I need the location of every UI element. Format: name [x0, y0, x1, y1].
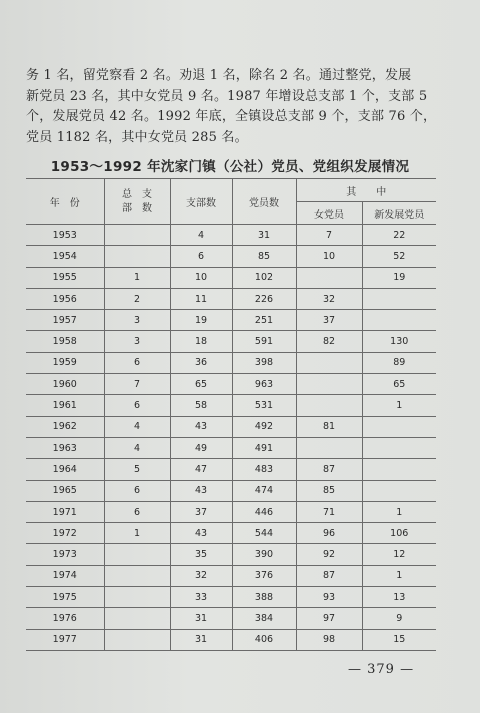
cell-dangyuan: 384 [232, 608, 296, 629]
party-stats-table [26, 178, 436, 651]
cell-year: 1976 [26, 608, 104, 629]
cell-xin: 15 [362, 629, 436, 650]
cell-xin: 9 [362, 608, 436, 629]
cell-xin: 19 [362, 267, 436, 288]
cell-zongzhi [104, 587, 170, 608]
cell-nv: 85 [296, 480, 362, 501]
cell-year: 1963 [26, 437, 104, 458]
cell-nv: 7 [296, 225, 362, 246]
cell-zhibu: 31 [170, 629, 232, 650]
table-row [26, 480, 436, 501]
table-row [26, 331, 436, 352]
cell-zongzhi [104, 565, 170, 586]
cell-zongzhi: 5 [104, 459, 170, 480]
cell-year: 1962 [26, 416, 104, 437]
table-row [26, 544, 436, 565]
cell-dangyuan: 531 [232, 395, 296, 416]
header-year: 年 份 [26, 179, 104, 225]
cell-zongzhi: 7 [104, 374, 170, 395]
table-row [26, 288, 436, 309]
cell-year: 1965 [26, 480, 104, 501]
cell-dangyuan: 388 [232, 587, 296, 608]
cell-xin: 22 [362, 225, 436, 246]
cell-zhibu: 4 [170, 225, 232, 246]
cell-zhibu: 18 [170, 331, 232, 352]
table-row [26, 352, 436, 373]
table-row [26, 459, 436, 480]
cell-zhibu: 19 [170, 310, 232, 331]
table-body [26, 225, 436, 651]
cell-xin [362, 310, 436, 331]
cell-xin: 89 [362, 352, 436, 373]
cell-zhibu: 47 [170, 459, 232, 480]
cell-dangyuan: 544 [232, 523, 296, 544]
cell-nv [296, 437, 362, 458]
cell-zhibu: 33 [170, 587, 232, 608]
cell-zongzhi: 1 [104, 267, 170, 288]
cell-zhibu: 58 [170, 395, 232, 416]
cell-zhibu: 35 [170, 544, 232, 565]
table-row [26, 416, 436, 437]
cell-nv: 81 [296, 416, 362, 437]
cell-nv: 37 [296, 310, 362, 331]
paragraph-line: 新党员 23 名，其中女党员 9 名。1987 年增设总支部 1 个，支部 5 [26, 88, 428, 104]
cell-zongzhi [104, 225, 170, 246]
cell-zongzhi: 3 [104, 310, 170, 331]
cell-zongzhi [104, 544, 170, 565]
header-nv: 女党员 [296, 202, 362, 225]
cell-zongzhi: 4 [104, 437, 170, 458]
cell-year: 1954 [26, 246, 104, 267]
cell-zongzhi: 2 [104, 288, 170, 309]
cell-nv: 96 [296, 523, 362, 544]
table-row [26, 523, 436, 544]
cell-zhibu: 37 [170, 501, 232, 522]
table-row [26, 225, 436, 246]
cell-xin [362, 288, 436, 309]
cell-dangyuan: 491 [232, 437, 296, 458]
cell-zhibu: 43 [170, 523, 232, 544]
cell-xin [362, 480, 436, 501]
cell-nv: 98 [296, 629, 362, 650]
cell-zhibu: 31 [170, 608, 232, 629]
cell-zhibu: 43 [170, 416, 232, 437]
cell-xin [362, 416, 436, 437]
table-row [26, 565, 436, 586]
header-qizhong: 其 中 [296, 179, 436, 202]
cell-xin: 13 [362, 587, 436, 608]
cell-dangyuan: 251 [232, 310, 296, 331]
cell-dangyuan: 102 [232, 267, 296, 288]
cell-zongzhi [104, 629, 170, 650]
cell-zhibu: 11 [170, 288, 232, 309]
cell-zongzhi [104, 608, 170, 629]
header-zongzhi-line2: 部 数 [122, 202, 152, 214]
cell-dangyuan: 226 [232, 288, 296, 309]
body-paragraph [26, 66, 466, 148]
cell-nv: 71 [296, 501, 362, 522]
cell-dangyuan: 85 [232, 246, 296, 267]
cell-zongzhi: 3 [104, 331, 170, 352]
cell-nv: 92 [296, 544, 362, 565]
cell-zhibu: 43 [170, 480, 232, 501]
cell-year: 1971 [26, 501, 104, 522]
cell-xin: 1 [362, 395, 436, 416]
cell-zongzhi: 6 [104, 395, 170, 416]
cell-xin [362, 437, 436, 458]
cell-zongzhi: 6 [104, 352, 170, 373]
table-row [26, 629, 436, 650]
cell-xin: 52 [362, 246, 436, 267]
cell-dangyuan: 963 [232, 374, 296, 395]
cell-nv: 93 [296, 587, 362, 608]
cell-dangyuan: 474 [232, 480, 296, 501]
cell-dangyuan: 492 [232, 416, 296, 437]
cell-zhibu: 6 [170, 246, 232, 267]
cell-xin: 1 [362, 501, 436, 522]
header-zhibu: 支部数 [170, 179, 232, 225]
paragraph-line: 个，发展党员 42 名。1992 年底，全镇设总支部 9 个，支部 76 个， [26, 109, 437, 124]
cell-dangyuan: 406 [232, 629, 296, 650]
cell-xin [362, 459, 436, 480]
cell-zongzhi: 6 [104, 501, 170, 522]
cell-dangyuan: 591 [232, 331, 296, 352]
cell-dangyuan: 398 [232, 352, 296, 373]
cell-zhibu: 36 [170, 352, 232, 373]
cell-year: 1975 [26, 587, 104, 608]
table-row [26, 587, 436, 608]
cell-dangyuan: 483 [232, 459, 296, 480]
cell-year: 1953 [26, 225, 104, 246]
cell-year: 1972 [26, 523, 104, 544]
cell-dangyuan: 376 [232, 565, 296, 586]
cell-year: 1956 [26, 288, 104, 309]
cell-xin: 1 [362, 565, 436, 586]
table-row [26, 437, 436, 458]
table-row [26, 246, 436, 267]
cell-year: 1955 [26, 267, 104, 288]
table-row [26, 374, 436, 395]
cell-zongzhi: 6 [104, 480, 170, 501]
table-row [26, 395, 436, 416]
cell-xin: 130 [362, 331, 436, 352]
cell-zhibu: 49 [170, 437, 232, 458]
cell-nv: 87 [296, 565, 362, 586]
cell-year: 1973 [26, 544, 104, 565]
cell-zongzhi [104, 246, 170, 267]
cell-dangyuan: 31 [232, 225, 296, 246]
header-xin: 新发展党员 [362, 202, 436, 225]
cell-nv [296, 352, 362, 373]
cell-year: 1958 [26, 331, 104, 352]
cell-nv: 87 [296, 459, 362, 480]
cell-xin: 106 [362, 523, 436, 544]
cell-xin: 12 [362, 544, 436, 565]
cell-year: 1961 [26, 395, 104, 416]
cell-zhibu: 32 [170, 565, 232, 586]
paragraph-line: 务 1 名，留党察看 2 名。劝退 1 名，除名 2 名。通过整党，发展 [26, 68, 412, 83]
cell-nv: 32 [296, 288, 362, 309]
cell-zhibu: 10 [170, 267, 232, 288]
cell-year: 1964 [26, 459, 104, 480]
cell-nv: 82 [296, 331, 362, 352]
cell-year: 1957 [26, 310, 104, 331]
cell-zongzhi: 1 [104, 523, 170, 544]
paragraph-line: 党员 1182 名，其中女党员 285 名。 [26, 129, 248, 145]
cell-year: 1977 [26, 629, 104, 650]
cell-dangyuan: 446 [232, 501, 296, 522]
table-row [26, 608, 436, 629]
cell-nv: 97 [296, 608, 362, 629]
table-title: 1953～1992 年沈家门镇（公社）党员、党组织发展情况 [50, 159, 410, 175]
table-row [26, 501, 436, 522]
cell-year: 1960 [26, 374, 104, 395]
cell-year: 1959 [26, 352, 104, 373]
cell-xin: 65 [362, 374, 436, 395]
header-dangyuan: 党员数 [232, 179, 296, 225]
cell-nv [296, 267, 362, 288]
page-number: — 379 — [348, 662, 415, 677]
table-row [26, 310, 436, 331]
header-zongzhi [104, 179, 170, 225]
cell-nv [296, 395, 362, 416]
cell-nv: 10 [296, 246, 362, 267]
cell-zhibu: 65 [170, 374, 232, 395]
cell-zongzhi: 4 [104, 416, 170, 437]
header-zongzhi-line1: 总 支 [122, 188, 152, 200]
cell-nv [296, 374, 362, 395]
cell-year: 1974 [26, 565, 104, 586]
table-row [26, 267, 436, 288]
cell-dangyuan: 390 [232, 544, 296, 565]
